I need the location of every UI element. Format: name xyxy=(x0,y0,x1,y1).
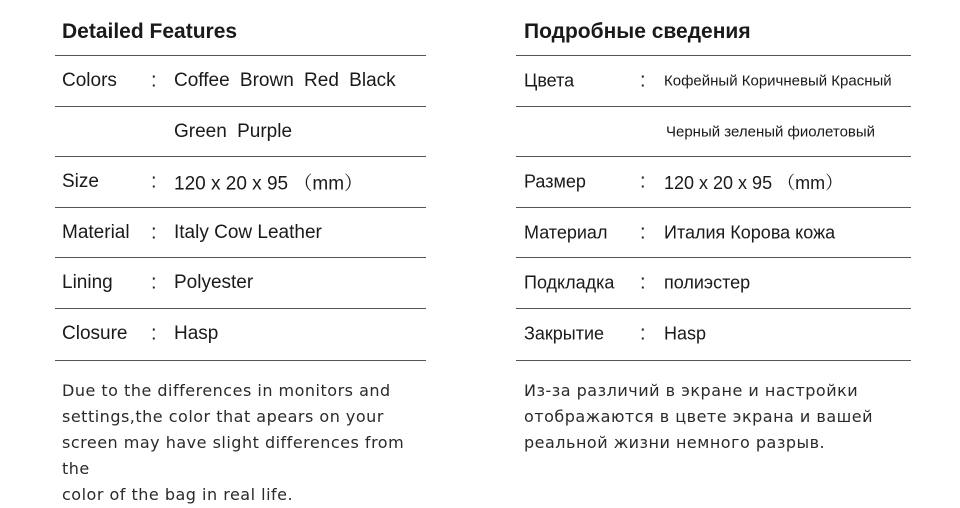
row-colon: : xyxy=(640,271,646,294)
color-disclaimer: Due to the differences in monitors and settings,the color that apears on your screen may have slight differences from the color of the bag in real life. xyxy=(62,381,405,504)
section-title: Подробные сведения xyxy=(524,20,751,43)
row-colon: : xyxy=(640,322,646,345)
row-value: Hasp xyxy=(664,323,707,344)
divider xyxy=(516,360,911,361)
row-colon: : xyxy=(640,221,646,244)
row-label: Closure xyxy=(62,323,128,344)
color-disclaimer: Из-за различий в экране и настройки отображаются в цвете экрана и вашей реальной жизни немного разрыв. xyxy=(524,381,874,452)
row-size xyxy=(516,157,911,207)
row-value: Италия Корова кожа xyxy=(664,222,836,243)
row-colon: : xyxy=(151,221,157,244)
row-value: 120 x 20 x 95 （mm） xyxy=(174,173,364,195)
row-colors-cont xyxy=(516,107,911,157)
row-value: Polyester xyxy=(174,272,254,293)
row-label: Lining xyxy=(62,272,113,293)
row-lining xyxy=(516,258,911,308)
row-value: 120 x 20 x 95 （mm） xyxy=(664,173,844,193)
row-value: полиэстер xyxy=(664,272,751,293)
row-size xyxy=(55,157,426,207)
row-colon: : xyxy=(151,271,157,294)
row-value: Hasp xyxy=(174,323,219,344)
row-closure xyxy=(55,309,426,359)
row-label: Size xyxy=(62,171,99,192)
row-lining xyxy=(55,258,426,308)
row-label: Material xyxy=(62,222,130,243)
divider xyxy=(55,360,426,361)
row-value: Черный зеленый фиолетовый xyxy=(666,123,876,141)
row-material xyxy=(516,208,911,258)
row-label: Colors xyxy=(62,70,117,91)
row-material xyxy=(55,208,426,258)
row-value: Кофейный Коричневый Красный xyxy=(664,72,892,90)
row-value: Green Purple xyxy=(174,121,293,142)
row-label: Размер xyxy=(524,171,586,192)
row-closure xyxy=(516,309,911,359)
row-colors xyxy=(516,56,911,106)
row-label: Закрытие xyxy=(524,323,605,344)
row-value: Coffee Brown Red Black xyxy=(174,70,396,91)
section-title: Detailed Features xyxy=(62,20,238,43)
row-colon: : xyxy=(640,170,646,193)
row-colors xyxy=(55,56,426,106)
row-label: Материал xyxy=(524,222,608,243)
row-colon: : xyxy=(640,69,646,92)
row-colors-cont xyxy=(55,107,426,157)
row-colon: : xyxy=(151,69,157,92)
row-colon: : xyxy=(151,170,157,193)
row-colon: : xyxy=(151,322,157,345)
row-value: Italy Cow Leather xyxy=(174,222,322,243)
row-label: Цвета xyxy=(524,70,575,91)
row-label: Подкладка xyxy=(524,272,615,293)
